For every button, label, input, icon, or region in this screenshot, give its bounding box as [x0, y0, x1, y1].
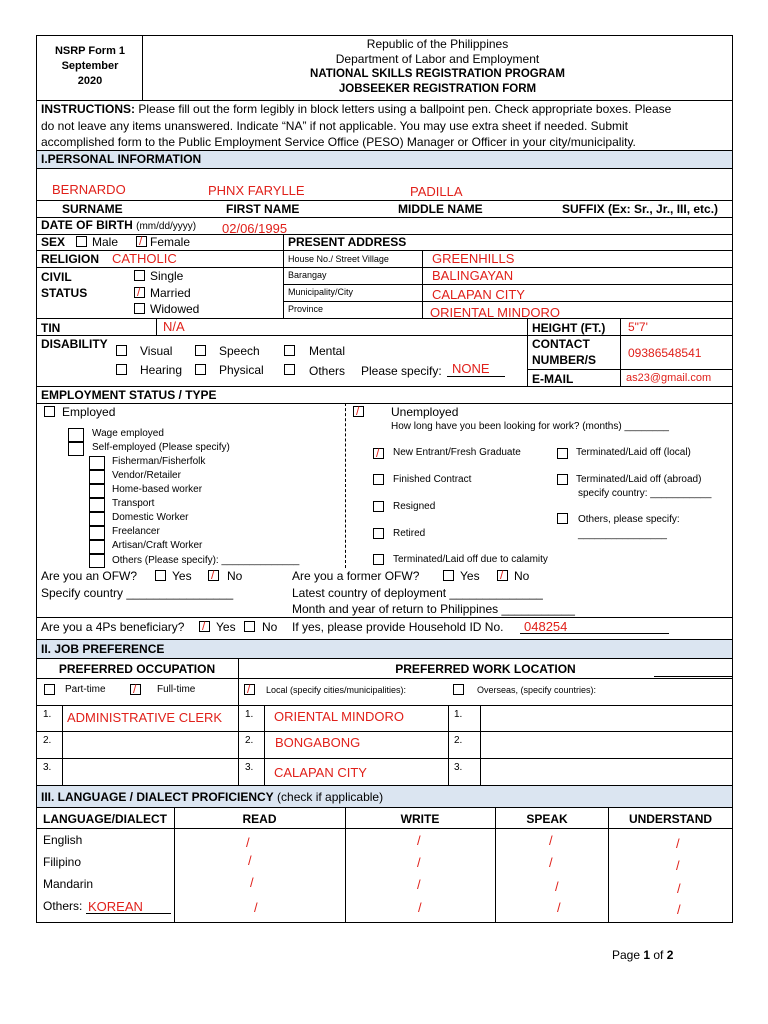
col-read: READ — [242, 812, 277, 826]
mandarin-read-check[interactable]: / — [250, 875, 254, 890]
new-entrant-label: New Entrant/Fresh Graduate — [393, 447, 521, 458]
col-write: WRITE — [400, 812, 440, 826]
email-label: E-MAIL — [532, 372, 574, 386]
province-label: Province — [288, 304, 324, 314]
page-title: JOBSEEKER REGISTRATION FORM — [338, 83, 537, 95]
fourps-no-label: No — [262, 620, 278, 634]
others-unemp-label: Others, please specify: — [578, 514, 680, 525]
married-checkbox[interactable]: / — [134, 287, 145, 298]
middle-name-label: MIDDLE NAME — [398, 202, 483, 216]
self-employed-label: Self-employed (Please specify) — [92, 442, 230, 453]
local-location-3[interactable]: CALAPAN CITY — [274, 765, 367, 780]
fourps-yes-label: Yes — [216, 620, 236, 634]
artisan-checkbox[interactable] — [89, 540, 105, 554]
first-name-value[interactable]: PHNX FARYLLE — [208, 183, 305, 198]
disability-value[interactable]: NONE — [452, 361, 490, 376]
terminated-local-label: Terminated/Laid off (local) — [576, 447, 691, 458]
col-understand: UNDERSTAND — [628, 812, 713, 826]
resigned-label: Resigned — [393, 501, 436, 512]
religion-value[interactable]: CATHOLIC — [112, 251, 177, 266]
filipino-speak-check[interactable]: / — [549, 855, 553, 870]
freelancer-label: Freelancer — [112, 526, 160, 537]
others-disability-checkbox[interactable] — [284, 364, 295, 375]
artisan-label: Artisan/Craft Worker — [112, 540, 203, 551]
english-speak-check[interactable]: / — [549, 833, 553, 848]
dob-label: DATE OF BIRTH (mm/dd/yyyy) — [41, 218, 197, 232]
ofw-no-label: No — [227, 569, 243, 583]
please-specify-label: Please specify: — [361, 364, 442, 378]
overseas-checkbox[interactable] — [453, 684, 464, 695]
height-label: HEIGHT (FT.) — [532, 321, 606, 335]
others-self-checkbox[interactable] — [89, 554, 105, 568]
specify-country-abroad: specify country: ___________ — [578, 488, 712, 499]
section-job-title: II. JOB PREFERENCE — [41, 642, 165, 656]
female-checkbox[interactable]: / — [136, 236, 147, 247]
local-location-1[interactable]: ORIENTAL MINDORO — [274, 709, 405, 724]
english-write-check[interactable]: / — [417, 833, 421, 848]
widowed-checkbox[interactable] — [134, 303, 145, 314]
calamity-label: Terminated/Laid off due to calamity — [393, 554, 548, 565]
speech-checkbox[interactable] — [195, 345, 206, 356]
instructions-line1: INSTRUCTIONS: Please fill out the form legibly in block letters using a ballpoint pen. Check appropriate boxes. Please — [41, 102, 672, 116]
terminated-local-checkbox[interactable] — [557, 448, 568, 459]
col-speak: SPEAK — [526, 812, 568, 826]
filipino-read-check[interactable]: / — [248, 853, 252, 868]
mandarin-speak-check[interactable]: / — [555, 879, 559, 894]
hearing-label: Hearing — [140, 363, 183, 377]
others-self-label: Others (Please specify): ______________ — [112, 555, 300, 566]
ofw-yes-label: Yes — [172, 569, 192, 583]
occupation-num-3: 3. — [43, 762, 52, 773]
province-value[interactable]: ORIENTAL MINDORO — [430, 305, 561, 320]
home-based-label: Home-based worker — [112, 484, 203, 495]
filipino-write-check[interactable]: / — [417, 855, 421, 870]
fourps-yes-checkbox[interactable]: / — [199, 621, 210, 632]
employed-label: Employed — [62, 405, 116, 419]
terminated-abroad-checkbox[interactable] — [557, 474, 568, 485]
unemployed-checkbox[interactable]: / — [353, 406, 364, 417]
overseas-num-3: 3. — [454, 762, 463, 773]
lang-row-others: Others: — [43, 899, 83, 913]
overseas-num-1: 1. — [454, 709, 463, 720]
employment-section-title: EMPLOYMENT STATUS / TYPE — [41, 388, 217, 402]
transport-label: Transport — [112, 498, 155, 509]
middle-name-value[interactable]: PADILLA — [410, 184, 463, 199]
fourps-question: Are you a 4Ps beneficiary? — [41, 620, 185, 634]
latest-country: Latest country of deployment ______________ — [292, 586, 543, 600]
contact-label: CONTACT — [532, 337, 590, 351]
former-ofw-yes-checkbox[interactable] — [443, 570, 454, 581]
instructions-line3: accomplished form to the Public Employment Service Office (PESO) Manager or Officer in your city/municipality. — [41, 135, 636, 149]
disability-label: DISABILITY — [41, 337, 108, 351]
single-checkbox[interactable] — [134, 270, 145, 281]
others-read-check[interactable]: / — [254, 900, 258, 915]
suffix-label: SUFFIX (Ex: Sr., Jr., III, etc.) — [562, 202, 719, 216]
local-checkbox[interactable]: / — [244, 684, 255, 695]
wage-employed-checkbox[interactable] — [68, 428, 84, 442]
surname-label: SURNAME — [62, 202, 123, 216]
others-disability-label: Others — [309, 364, 346, 378]
former-ofw-no-checkbox[interactable]: / — [497, 570, 508, 581]
part-time-label: Part-time — [65, 684, 106, 695]
instructions-label: INSTRUCTIONS: — [41, 102, 135, 116]
how-long-label: How long have you been looking for work? (months) ________ — [391, 421, 669, 432]
others-unemp-blank: ________________ — [578, 529, 667, 540]
fisherman-label: Fisherman/Fisherfolk — [112, 456, 206, 467]
english-understand-check[interactable]: / — [676, 836, 680, 851]
others-speak-check[interactable]: / — [557, 900, 561, 915]
email-value[interactable]: as23@gmail.com — [626, 372, 712, 384]
others-unemp-checkbox[interactable] — [557, 513, 568, 524]
female-label: Female — [150, 235, 191, 249]
first-name-label: FIRST NAME — [226, 202, 300, 216]
overseas-num-2: 2. — [454, 735, 463, 746]
header-republic: Republic of the Philippines — [366, 37, 509, 51]
local-num-3: 3. — [245, 762, 254, 773]
vendor-label: Vendor/Retailer — [112, 470, 181, 481]
occupation-num-2: 2. — [43, 735, 52, 746]
visual-label: Visual — [140, 344, 173, 358]
mental-label: Mental — [309, 344, 346, 358]
religion-label: RELIGION — [41, 252, 100, 266]
mandarin-understand-check[interactable]: / — [677, 881, 681, 896]
pref-location-label: PREFERRED WORK LOCATION — [395, 662, 576, 676]
present-address-label: PRESENT ADDRESS — [288, 235, 407, 249]
filipino-understand-check[interactable]: / — [676, 858, 680, 873]
municipality-label: Municipality/City — [288, 287, 354, 297]
employed-checkbox[interactable] — [44, 406, 55, 417]
sex-label: SEX — [41, 235, 66, 249]
transport-checkbox[interactable] — [89, 498, 105, 512]
unemployed-label: Unemployed — [391, 405, 459, 419]
finished-contract-checkbox[interactable] — [373, 474, 384, 485]
occupation-1[interactable]: ADMINISTRATIVE CLERK — [67, 710, 223, 725]
domestic-checkbox[interactable] — [89, 512, 105, 526]
status-label: STATUS — [41, 286, 88, 300]
single-label: Single — [150, 269, 184, 283]
lang-row-english: English — [43, 833, 83, 847]
employment-divider — [345, 403, 346, 568]
male-checkbox[interactable] — [76, 236, 87, 247]
former-ofw-question: Are you a former OFW? — [292, 569, 420, 583]
terminated-abroad-label: Terminated/Laid off (abroad) — [576, 474, 702, 485]
physical-checkbox[interactable] — [195, 364, 206, 375]
domestic-label: Domestic Worker — [112, 512, 189, 523]
height-value[interactable]: 5"7' — [628, 320, 648, 334]
hearing-checkbox[interactable] — [116, 364, 127, 375]
section-personal-title: I.PERSONAL INFORMATION — [41, 152, 202, 166]
tin-label: TIN — [41, 321, 61, 335]
lang-others-value[interactable]: KOREAN — [88, 899, 143, 914]
widowed-label: Widowed — [150, 302, 200, 316]
section-language-title: III. LANGUAGE / DIALECT PROFICIENCY (check if applicable) — [41, 790, 384, 804]
instructions-line2: do not leave any items unanswered. Indicate “NA” if not applicable. You may use extra sheet if needed. Submit — [41, 119, 629, 133]
freelancer-checkbox[interactable] — [89, 526, 105, 540]
full-time-label: Full-time — [157, 684, 196, 695]
visual-checkbox[interactable] — [116, 345, 127, 356]
others-write-check[interactable]: / — [418, 900, 422, 915]
house-value[interactable]: GREENHILLS — [432, 251, 515, 266]
mandarin-write-check[interactable]: / — [417, 877, 421, 892]
municipality-value[interactable]: CALAPAN CITY — [432, 287, 525, 302]
mental-checkbox[interactable] — [284, 345, 295, 356]
local-num-1: 1. — [245, 709, 254, 720]
lang-row-mandarin: Mandarin — [43, 877, 94, 891]
fourps-no-checkbox[interactable] — [244, 621, 255, 632]
speech-label: Speech — [219, 344, 260, 358]
others-understand-check[interactable]: / — [677, 902, 681, 917]
retired-checkbox[interactable] — [373, 528, 384, 539]
household-value[interactable]: 048254 — [524, 619, 568, 634]
male-label: Male — [92, 235, 119, 249]
lang-row-filipino: Filipino — [43, 855, 82, 869]
home-based-checkbox[interactable] — [89, 484, 105, 498]
house-label: House No./ Street Village — [288, 254, 389, 264]
married-label: Married — [150, 286, 191, 300]
resigned-checkbox[interactable] — [373, 501, 384, 512]
new-entrant-checkbox[interactable]: / — [373, 448, 384, 459]
col-language: LANGUAGE/DIALECT — [43, 812, 167, 826]
overseas-label: Overseas, (specify countries): — [477, 685, 597, 695]
contact-label-2: NUMBER/S — [532, 353, 597, 367]
barangay-label: Barangay — [288, 270, 327, 280]
ofw-question: Are you an OFW? — [41, 569, 138, 583]
part-time-checkbox[interactable] — [44, 684, 55, 695]
header-nsrp: NATIONAL SKILLS REGISTRATION PROGRAM — [310, 68, 565, 80]
form-month: September — [61, 60, 119, 72]
fisherman-checkbox[interactable] — [89, 456, 105, 470]
wage-employed-label: Wage employed — [92, 428, 164, 439]
barangay-value[interactable]: BALINGAYAN — [432, 268, 514, 283]
specify-country: Specify country ________________ — [41, 586, 234, 600]
form-id: NSRP Form 1 — [54, 45, 126, 57]
dob-value[interactable]: 02/06/1995 — [222, 221, 288, 236]
tin-value[interactable]: N/A — [163, 319, 185, 334]
vendor-checkbox[interactable] — [89, 470, 105, 484]
english-read-check[interactable]: / — [246, 835, 250, 850]
surname-value[interactable]: BERNARDO — [52, 182, 126, 197]
finished-contract-label: Finished Contract — [393, 474, 472, 485]
self-employed-checkbox[interactable] — [68, 442, 84, 456]
civil-label: CIVIL — [41, 270, 72, 284]
pref-occupation-label: PREFERRED OCCUPATION — [58, 662, 216, 676]
ofw-yes-checkbox[interactable] — [155, 570, 166, 581]
retired-label: Retired — [393, 528, 426, 539]
physical-label: Physical — [219, 363, 264, 377]
local-label: Local (specify cities/municipalities): — [266, 685, 407, 695]
local-location-2[interactable]: BONGABONG — [275, 735, 361, 750]
page-number: Page 1 of 2 — [612, 948, 674, 962]
full-time-checkbox[interactable]: / — [130, 684, 141, 695]
header-dole: Department of Labor and Employment — [335, 52, 540, 66]
occupation-num-1: 1. — [43, 709, 52, 720]
former-ofw-no-label: No — [514, 569, 530, 583]
local-num-2: 2. — [245, 735, 254, 746]
ofw-no-checkbox[interactable]: / — [208, 570, 219, 581]
calamity-checkbox[interactable] — [373, 554, 384, 565]
household-question: If yes, please provide Household ID No. — [292, 620, 504, 634]
former-ofw-yes-label: Yes — [460, 569, 480, 583]
contact-value[interactable]: 09386548541 — [628, 346, 702, 360]
form-year: 2020 — [77, 75, 103, 87]
month-year-return: Month and year of return to Philippines ___________ — [292, 602, 575, 616]
